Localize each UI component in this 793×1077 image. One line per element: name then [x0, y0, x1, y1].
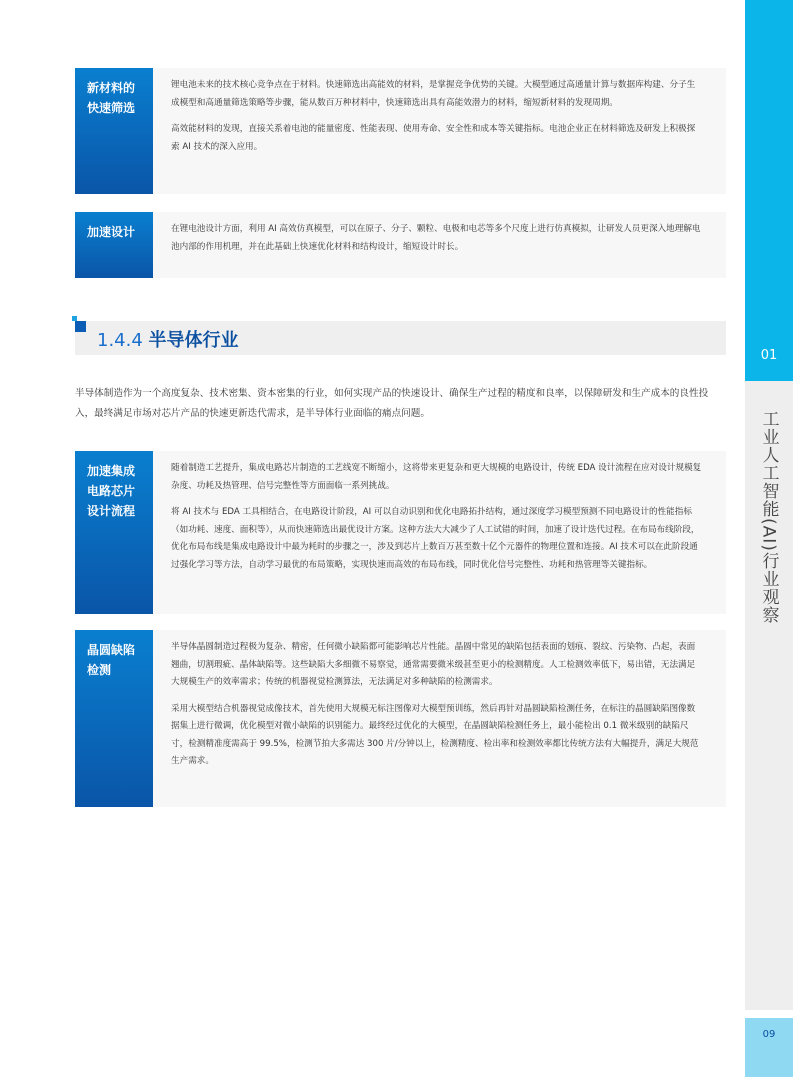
- section-heading: [75, 321, 726, 355]
- card-paragraph: 高效能材料的发现，直接关系着电池的能量密度、性能表现、使用寿命、安全性和成本等关键指标。电池企业正在材料筛选及研发上积极探索 AI 技术的深入应用。: [171, 124, 696, 152]
- section-title: [97, 326, 239, 352]
- card-paragraph: 在锂电池设计方面，利用 AI 高效仿真模型，可以在原子、分子、颗粒、电极和电芯等多个尺度上进行仿真模拟，让研发人员更深入地理解电池内部的作用机理，并在此基础上快速优化材料和结构设计，缩短设计时长。: [171, 224, 701, 252]
- card-paragraph: 将 AI 技术与 EDA 工具相结合，在电路设计阶段，AI 可以自动识别和优化电路拓扑结构，通过深度学习模型预测不同电路设计的性能指标（如功耗、速度、面积等），从而快速筛选出最优设计方案。这种方法大大减少了人工试错的时间，加速了设计迭代过程。在布局布线阶段，优化布局布线是集成电路设计中最为耗时的步骤之一，涉及到芯片上数百万甚至数十亿个元器件的物理位置和连接。AI 技术可以在此阶段通过强化学习等方法，自动学习最优的布局策略，实现快速而高效的布局布线，同时优化信号完整性、功耗和热管理等关键指标。: [171, 507, 700, 570]
- section-title-text: 半导体行业: [148, 330, 239, 351]
- card-body: [171, 212, 726, 256]
- card-ic-design-flow: [75, 451, 726, 614]
- card-paragraph: 随着制造工艺提升，集成电路芯片制造的工艺线宽不断缩小，这将带来更复杂和更大规模的电路设计，传统 EDA 设计流程在应对设计规模复杂度、功耗及热管理、信号完整性等方面面临一系列挑战。: [171, 463, 702, 491]
- page-number-tab: [745, 1018, 793, 1077]
- page-number: 09: [762, 1029, 776, 1040]
- sidebar-accent-bar: [745, 0, 793, 381]
- card-paragraph: 采用大模型结合机器视觉成像技术，首先使用大规模无标注图像对大模型预训练，然后再针对晶圆缺陷检测任务，在标注的晶圆缺陷图像数据集上进行微调，优化模型对微小缺陷的识别能力。最终经过优化的大模型，在晶圆缺陷检测任务上，最小能检出 0.1 微米级别的缺陷尺寸，检测精准度需高于 99.5%，检测节拍大多需达 300 片/分钟以上，检测精度、检出率和检测效率都比传统方法有大幅提升，满足大规范生产需求。: [171, 703, 699, 766]
- card-label: 晶圆缺陷 检测: [75, 630, 153, 807]
- card-body: [171, 451, 726, 574]
- heading-marker-square: [75, 321, 86, 332]
- card-label: 加速设计: [75, 212, 153, 278]
- card-paragraph: 半导体晶圆制造过程极为复杂、精密，任何微小缺陷都可能影响芯片性能。晶圆中常见的缺陷包括表面的划痕、裂纹、污染物、凸起，表面翘曲，切割瑕疵、晶体缺陷等。这些缺陷大多细微不易察觉，通常需要微米级甚至更小的检测精度。人工检测效率低下，易出错，无法满足大规模生产的效率需求；传统的机器视觉检测算法，无法满足对多种缺陷的检测需求。: [171, 642, 696, 687]
- card-body: [171, 630, 726, 771]
- intro-paragraph: 半导体制造作为一个高度复杂、技术密集、资本密集的行业，如何实现产品的快速设计、确保生产过程的精度和良率，以保障研发和生产成本的良性投入，最终满足市场对芯片产品的快速更新迭代需求，是半导体行业面临的痛点问题。: [75, 388, 709, 419]
- card-label: 加速集成 电路芯片 设计流程: [75, 451, 153, 614]
- card-wafer-defect-detection: [75, 630, 726, 807]
- card-body: [171, 68, 726, 156]
- section-number: 1.4.4: [97, 330, 143, 351]
- card-accelerated-design: [75, 212, 726, 278]
- card-paragraph: 锂电池未来的技术核心竞争点在于材料。快速筛选出高能效的材料，是掌握竞争优势的关键。大模型通过高通量计算与数据库构建、分子生成模型和高通量筛选策略等步骤，能从数百万种材料中，快速筛选出具有高能效潜力的材料，缩短新材料的发现周期。: [171, 80, 696, 108]
- sidebar-chapter-title: 工业人工智能(AI)行业观察: [758, 410, 779, 624]
- card-label: 新材料的 快速筛选: [75, 68, 153, 194]
- card-new-material-screening: [75, 68, 726, 194]
- chapter-number: 01: [760, 348, 778, 363]
